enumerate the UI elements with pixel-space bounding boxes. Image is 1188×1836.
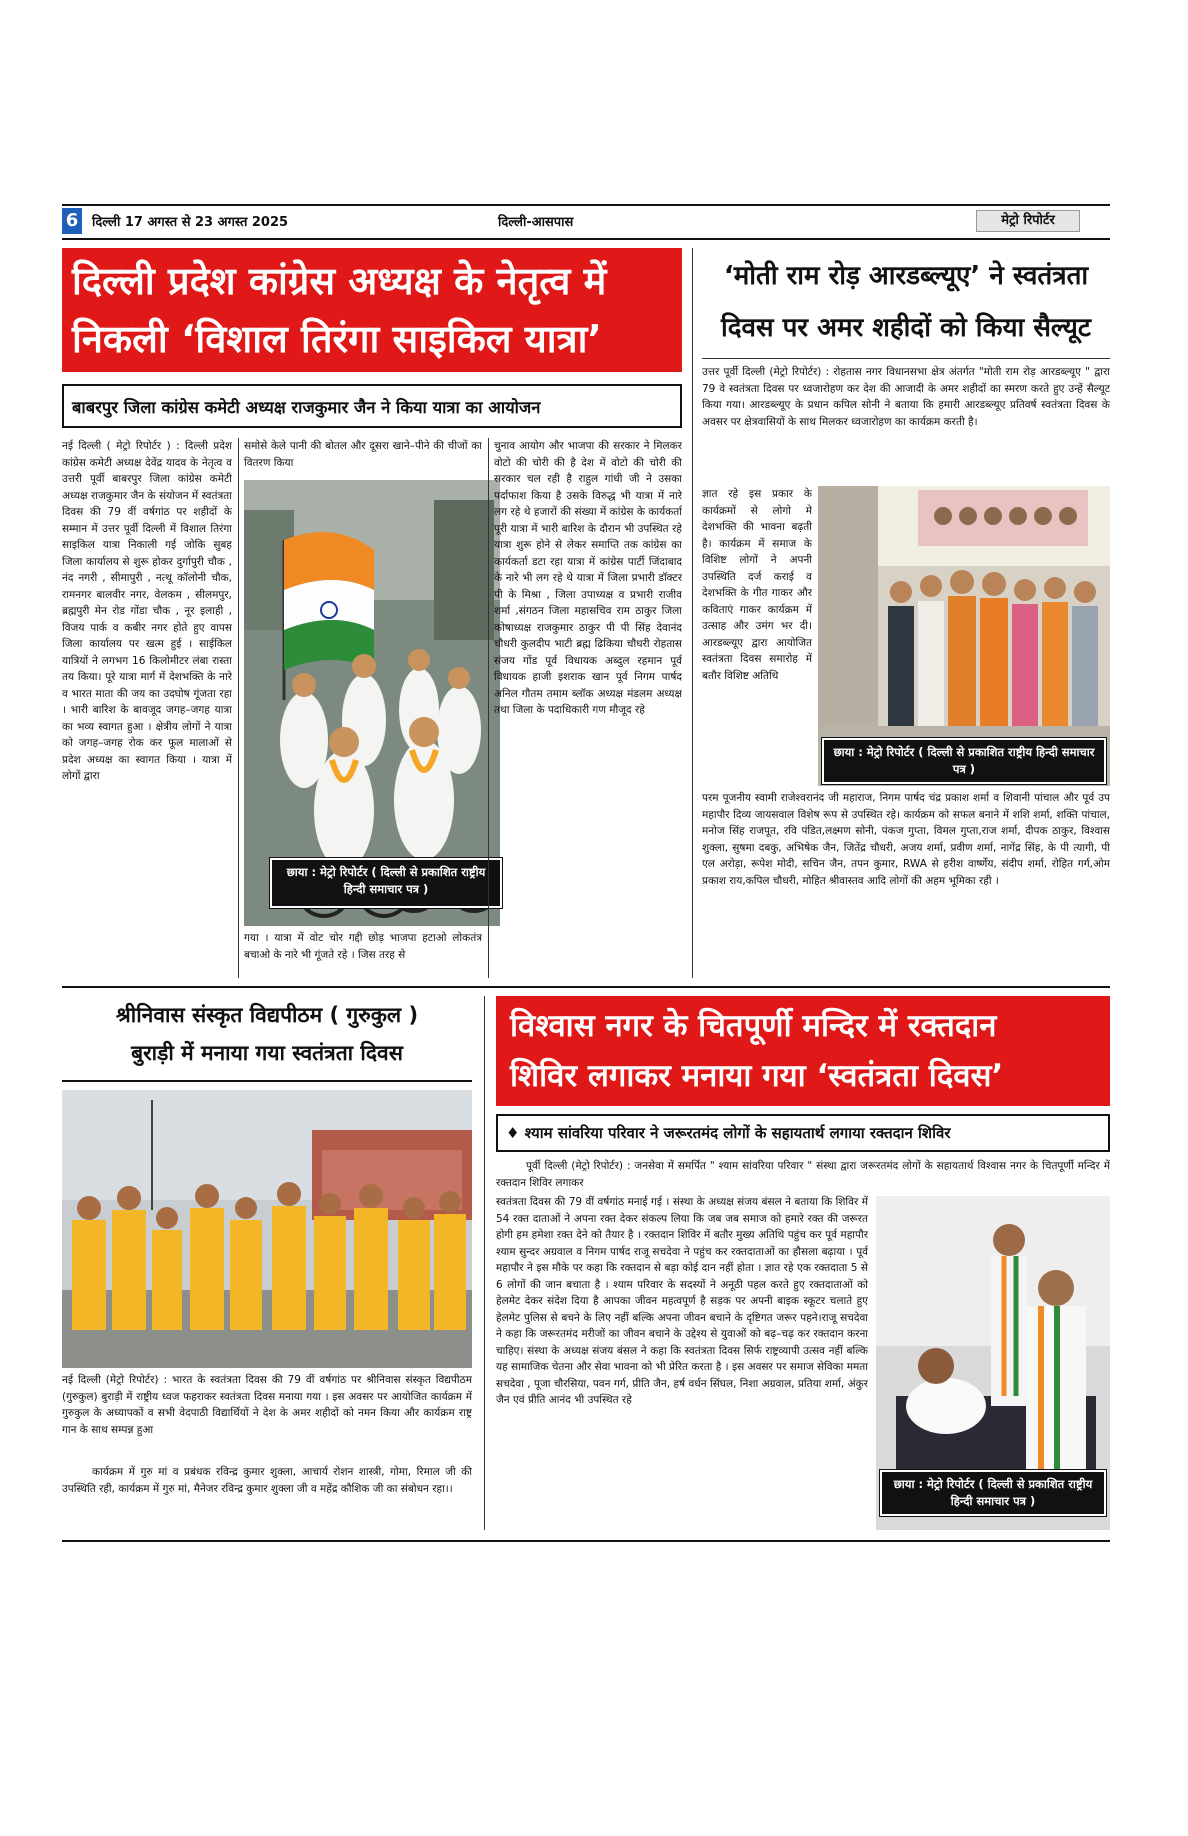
story1-col2-bottom: गया । यात्रा में वोट चोर गद्दी छोड़ भाजपा हटाओ लोकतंत्र बचाओ के नारे भी गूंजते रहे । जिस तरह से <box>244 932 482 961</box>
story3-headline <box>62 996 472 1074</box>
brand-name: मेट्रो रिपोर्टर <box>976 210 1080 232</box>
story2-headline-line1: ‘मोती राम रोड़ आरडब्ल्यूए’ ने स्वतंत्रता <box>723 261 1089 291</box>
story4-intro: पूर्वी दिल्ली (मेट्रो रिपोर्टर) : जनसेवा में समर्पित " श्याम सांवरिया परिवार " संस्था द्वारा जरूरतमंद लोगों के सहायतार्थ विश्वास नगर के चितपूर्णी मन्दिर में रक्तदान शिविर लगाकर <box>496 1160 1110 1189</box>
story3-body: नई दिल्ली (मेट्रो रिपोर्टर) : भारत के स्वतंत्रता दिवस की 79 वीं वर्षगांठ पर श्रीनिवास संस्कृत विद्यपीठम (गुरुकुल) बुराड़ी में राष्ट्रीय ध्वज फहराकर स्वतंत्रता दिवस मनाया गया । इस अवसर पर आयोजित कार्यक्रम में गुरुकुल के अध्यापकों व सभी वेदपाठी विद्यार्थियों ने देश के अमर शहीदों को नमन किया और कार्यक्रम राष्ट्र गान के साथ सम्पन्न हुआ <box>62 1374 472 1436</box>
story1-headline <box>62 248 682 372</box>
column-rule <box>488 438 489 978</box>
story1-col2-top: समोसे केले पानी की बोतल और दूसरा खाने–पीने की चीजों का वितरण किया <box>244 440 482 469</box>
story2-side-column: ज्ञात रहे इस प्रकार के कार्यक्रमों से लोगो मे देशभक्ति की भावना बढ़ती है। कार्यक्रम में समाज के विशिष्ट लोगों ने अपनी उपस्थिति दर्ज कराई व देशभक्ति के गीत गाकर और कविताएं गाकर कार्यक्रम में उत्साह और उमंग भर दी। आरडब्ल्यूए द्वारा आयोजित स्वतंत्रता दिवस समारोह में बतौर विशिष्ट अतिथि <box>702 488 812 682</box>
story3-photo-gurukul-students <box>62 1090 472 1368</box>
story3-body-2: कार्यक्रम में गुरु मां व प्रबंधक रविन्द्र कुमार शुक्ला, आचार्य रोशन शास्त्री, गोमा, रिमाल जी की उपस्थिति रही, कार्यक्रम में गुरु मां, मैनेजर रविन्द्र कुमार शुक्ला जी व महेंद्र कौशिक जी का संबोधन रहा।। <box>62 1466 472 1495</box>
story4-headline-line2: शिविर लगाकर मनाया गया ‘स्वतंत्रता दिवस’ <box>510 1058 1004 1094</box>
story4-headline-line1: विश्वास नगर के चितपूर्णी मन्दिर में रक्तदान <box>510 1008 997 1044</box>
story1-headline-line1: दिल्ली प्रदेश कांग्रेस अध्यक्ष के नेतृत्व में <box>72 259 607 303</box>
story4-headline <box>496 996 1110 1106</box>
header-bottom-rule <box>62 238 1110 240</box>
story1-col3: चुनाव आयोग और भाजपा की सरकार ने मिलकर वोटो की चोरी की है देश में वोटो की चोरी की सरकार चल रही है राहुल गांधी जी ने उसका पर्दाफाश किया है उसके विरुद्ध भी यात्रा में नारे लग रहे थे हजारों की संख्या में कांग्रेस के कार्यकर्ता पूरी यात्रा में भारी बारिश के दौरान भी उपस्थित रहे यात्रा शुरू होने से लेकर समाप्ति तक कांग्रेस का कार्यकर्ता डटा रहा यात्रा में कांग्रेस पार्टी जिंदाबाद के नारे भी लग रहे थे यात्रा में जिला प्रभारी डॉक्टर पी के मिश्रा , जिला उपाध्यक्ष व प्रभारी राजीव शर्मा ,संगठन जिला महासचिव राम ठाकुर जिला कोषाध्यक्ष राजकुमार ठाकुर पी पी सिंह देवानंद चौधरी कुलदीप भाटी ब्रह्म ढिकिया चौधरी रोहतास संजय गोंड पूर्व विधायक अब्दुल रहमान पूर्व विधायक हाजी इशराक खान पूर्व निगम पार्षद अनिल गौतम तमाम ब्लॉक अध्यक्ष मंडलम अध्यक्ष तथा जिला के पदाधिकारी गण मौजूद रहे <box>494 440 682 716</box>
story1-photo-caption: छाया : मेट्रो रिपोर्टर ( दिल्ली से प्रकाशित राष्ट्रीय हिन्दी समाचार पत्र ) <box>270 858 502 908</box>
page-number: 6 <box>62 208 82 234</box>
story4-body: स्वतंत्रता दिवस की 79 वीं वर्षगांठ मनाई गई । संस्था के अध्यक्ष संजय बंसल ने बताया कि शिविर में 54 रक्त दाताओं ने अपना रक्त देकर संकल्प लिया कि जब जब समाज को हमारे रक्त की जरूरत होगी हम हमेशा रक्त देने को तैयार है । रक्तदान शिविर में बतौर मुख्य अतिथि पहुंच कर पूर्व महापौर श्याम सुन्दर अग्रवाल व निगम पार्षद राजू सचदेवा ने पहुंच कर रक्तदाताओं का हौसला बढ़ाया । पूर्व महापौर ने इस मौके पर कहा कि रक्तदान से बड़ा कोई दान नहीं होता । ज्ञात रहे एक रक्तदाता 5 से 6 लोगों की जान बचाता है । श्याम परिवार के सदस्यों ने अनूठी पहल करते हुए रक्तदाताओं को हेलमेट देकर संदेश दिया है आपका जीवन महत्वपूर्ण है सड़क पर अपनी बाइक स्कूटर चलाते हुए हेलमेट पुलिस से बचने के लिए नहीं बल्कि अपना जीवन बचाने के दृष्टिगत जरूर पहने।राजू सचदेवा ने कहा कि जरूरतमंद मरीजों का जीवन बचाने के उद्देश्य से युवाओं को बढ़–चढ़ कर रक्तदान करना चाहिए। संस्था के अध्यक्ष संजय बंसल ने कहा कि स्वतंत्रता दिवस सिर्फ राष्ट्रव्यापी उत्सव नहीं बल्कि यह सामाजिक चेतना और सेवा भावना को भी प्रेरित करता है । इस अवसर पर समाज सेविका ममता सचदेवा , पूजा चौरसिया, पवन गर्ग, प्रीति जैन, हर्ष वर्धन सिंघल, निशा अग्रवाल, प्रतिया शर्मा, अंकुर जैन एवं प्रीति आनंद भी उपस्थित रहे <box>496 1196 868 1406</box>
story1-col1: नई दिल्ली ( मेट्रो रिपोर्टर ) : दिल्ली प्रदेश कांग्रेस कमेटी अध्यक्ष देवेंद्र यादव के नेतृत्व व उत्तरी पूर्वी बाबरपुर जिला कांग्रेस कमेटी अध्यक्ष राजकुमार जैन के संयोजन में स्वतंत्रता दिवस की 79 वीं वर्षगांठ पर शहीदों के सम्मान में उत्तर पूर्वी दिल्ली में विशाल तिरंगा साइकिल यात्रा निकाली गई जोकि सुबह जिला कार्यालय से शुरू होकर दुर्गापुरी चौक , नंद नगरी , सीमापुरी , नत्थू कॉलोनी चौक, रामनगर बालवीर नगर, वेलकम , सीलमपुर, ब्रह्मपुरी मेन रोड गोंडा चौक , नूर इलाही , विजय पार्क व कबीर नगर होते हुए वापस जिला कार्यालय पर खत्म हुई । साईकिल यात्रियों ने लगभग 16 किलोमीटर लंबा रास्ता तय किया। पूरे यात्रा मार्ग में देशभक्ति के नारे व भारत माता की जय का उदघोष गूंजता रहा । भारी बारिश के बावजूद जगह–जगह यात्रा का भव्य स्वागत हुआ । क्षेत्रीय लोगों ने यात्रा को जगह–जगह रोक कर फूल मालाओं से प्रदेश अध्यक्ष का स्वागत किया । यात्रा में लोगों द्वारा <box>62 440 232 782</box>
story2-headline-line2: दिवस पर अमर शहीदों को किया सैल्यूट <box>721 313 1091 343</box>
story2-body: परम पूजनीय स्वामी राजेश्वरानंद जी महाराज, निगम पार्षद चंद्र प्रकाश शर्मा व शिवानी पांचाल और पूर्व उप महापौर दिव्य जायसवाल विशेष रूप से उपस्थित रहे। कार्यक्रम को सफल बनाने में शशि शर्मा, शक्ति पांचाल, मनोज सिंह राजपूत, रवि पंडित,लक्ष्मण सोनी, पंकज गुप्ता, विमल गुप्ता,राज शर्मा, दीपक ठाकुर, विश्वास शुक्ला, सुषमा दबकु, अभिषेक जैन, जितेंद्र चौधरी, अजय शर्मा, प्रवीण शर्मा, नागेंद्र सिंह, के पी त्यागी, पी एल अरोड़ा, रूपेश मोदी, सचिन जैन, तपन कुमार, RWA से हरीश वार्ष्णेय, संदीप शर्मा, रोहित गर्ग,ओम प्रकाश राय,कपिल चौधरी, मोहित श्रीवास्तव आदि लोगों की अहम भूमिका रही । <box>702 792 1110 887</box>
story4-subhead: ♦ श्याम सांवरिया परिवार ने जरूरतमंद लोगों के सहायतार्थ लगाया रक्तदान शिविर <box>496 1114 1110 1152</box>
story1-subhead: बाबरपुर जिला कांग्रेस कमेटी अध्यक्ष राजकुमार जैन ने किया यात्रा का आयोजन <box>62 384 682 428</box>
headline-rule <box>702 358 1110 359</box>
story2-headline <box>702 250 1110 354</box>
issue-date: दिल्ली 17 अगस्त से 23 अगस्त 2025 <box>92 215 289 230</box>
headline-rule <box>62 1080 472 1082</box>
story3-headline-line2: बुराड़ी में मनाया गया स्वतंत्रता दिवस <box>131 1041 403 1065</box>
story4-photo-caption: छाया : मेट्रो रिपोर्टर ( दिल्ली से प्रकाशित राष्ट्रीय हिन्दी समाचार पत्र ) <box>880 1470 1106 1516</box>
section-divider <box>62 986 1110 988</box>
column-rule <box>238 438 239 978</box>
section-name: दिल्ली-आसपास <box>498 215 574 230</box>
column-rule <box>484 996 485 1530</box>
story1-headline-line2: निकली ‘विशाल तिरंगा साइकिल यात्रा’ <box>72 317 602 361</box>
page-bottom-rule <box>62 1540 1110 1542</box>
story2-intro: उत्तर पूर्वी दिल्ली (मेट्रो रिपोर्टर) : रोहतास नगर विधानसभा क्षेत्र अंतर्गत "मोती राम रोड़ आरडब्ल्यूए " द्वारा 79 वे स्वतंत्रता दिवस पर ध्वजारोहण कर देश की आजादी के अमर शहीदों का स्मरण करते हुए उन्हें सैल्यूट किया गया। आरडब्ल्यूए के प्रधान कपिल सोनी ने बताया कि हमारी आरडब्ल्यूए प्रतिवर्ष स्वतंत्रता दिवस के अवसर पर क्षेत्रवासियों के साथ मिलकर ध्वजारोहण का कार्यक्रम करती है। <box>702 366 1110 428</box>
header-top-rule <box>62 204 1110 206</box>
story2-photo-caption: छाया : मेट्रो रिपोर्टर ( दिल्ली से प्रकाशित राष्ट्रीय हिन्दी समाचार पत्र ) <box>822 738 1106 784</box>
story3-headline-line1: श्रीनिवास संस्कृत विद्यपीठम ( गुरुकुल ) <box>115 1003 419 1027</box>
column-rule <box>692 248 693 978</box>
